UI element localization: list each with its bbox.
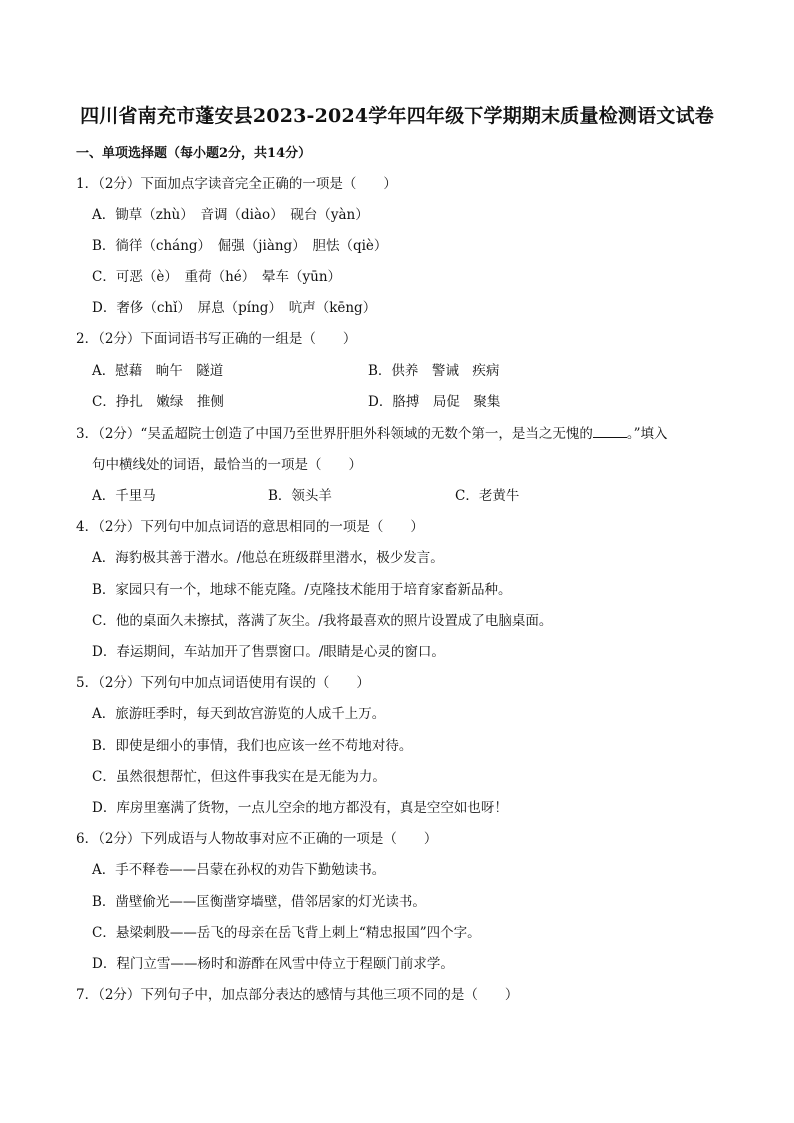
question-2-option-c: C．挣扎 嫩绿 推侧	[92, 394, 224, 410]
question-6-option-c: C．悬梁刺股——岳飞的母亲在岳飞背上刺上“精忠报国”四个字。	[92, 925, 481, 941]
question-4-option-b: B．家园只有一个，地球不能克隆。/克隆技术能用于培育家畜新品种。	[92, 582, 512, 598]
exam-title: 四川省南充市蓬安县2023-2024学年四年级下学期期末质量检测语文试卷	[80, 105, 714, 127]
question-2-option-b: B．供养 警诫 疾病	[368, 363, 500, 379]
question-4-stem: 4．（2分）下列句中加点词语的意思相同的一项是（ ）	[76, 519, 424, 535]
question-5-option-d: D．库房里塞满了货物，一点儿空余的地方都没有，真是空空如也呀！	[92, 800, 508, 816]
question-4-option-d: D．春运期间，车站加开了售票窗口。/眼睛是心灵的窗口。	[92, 644, 445, 660]
question-5-option-c: C．虽然很想帮忙，但这件事我实在是无能为力。	[92, 769, 386, 785]
question-1-option-c: C．可恶（è） 重荷（hé） 晕车（yūn）	[92, 269, 342, 285]
question-6-option-d: D．程门立雪——杨时和游酢在风雪中侍立于程颐门前求学。	[92, 956, 454, 972]
question-1-stem: 1．（2分）下面加点字读音完全正确的一项是（ ）	[76, 176, 397, 192]
question-5-stem: 5．（2分）下列句中加点词语使用有误的（ ）	[76, 675, 370, 691]
fill-blank	[593, 425, 627, 438]
question-1-option-d: D．奢侈（chǐ） 屏息（píng） 吭声（kēng）	[92, 300, 377, 316]
question-4-option-a: A．海豹极其善于潜水。/他总在班级群里潜水，极少发言。	[92, 550, 444, 566]
question-5-option-b: B．即使是细小的事情，我们也应该一丝不苟地对待。	[92, 738, 413, 754]
question-5-option-a: A．旅游旺季时，每天到故宫游览的人成千上万。	[92, 706, 386, 722]
question-6-stem: 6．（2分）下列成语与人物故事对应不正确的一项是（ ）	[76, 831, 438, 847]
question-3-stem	[76, 425, 668, 443]
question-2-option-a: A．慰藉 晌午 隧道	[92, 363, 224, 379]
question-6-option-b: B．凿壁偷光——匡衡凿穿墙壁，借邻居家的灯光读书。	[92, 894, 426, 910]
question-4-option-c: C．他的桌面久未擦拭，落满了灰尘。/我将最喜欢的照片设置成了电脑桌面。	[92, 613, 553, 629]
question-3-option-b: B．领头羊	[268, 488, 332, 504]
question-3-stem-part2: 。”填入	[626, 426, 668, 442]
question-2-option-d: D．胳搏 局促 聚集	[368, 394, 501, 410]
question-3-stem-part1: 3．（2分）“吴孟超院士创造了中国乃至世界肝胆外科领域的无数个第一，是当之无愧的	[76, 426, 593, 442]
question-2-stem: 2．（2分）下面词语书写正确的一组是（ ）	[76, 331, 357, 347]
question-3-option-a: A．千里马	[92, 488, 156, 504]
section-heading-1: 一、单项选择题（每小题2分，共14分）	[76, 146, 312, 161]
question-1-option-a: A．锄草（zhù） 音调（diào） 砚台（yàn）	[92, 207, 369, 223]
question-3-option-c: C．老黄牛	[455, 488, 520, 504]
question-1-option-b: B．徜徉（cháng） 倔强（jiàng） 胆怯（qiè）	[92, 238, 388, 254]
question-7-stem: 7．（2分）下列句子中，加点部分表达的感情与其他三项不同的是（ ）	[76, 987, 519, 1003]
question-3-stem-line2: 句中横线处的词语，最恰当的一项是（ ）	[92, 457, 362, 473]
question-6-option-a: A．手不释卷——吕蒙在孙权的劝告下勤勉读书。	[92, 862, 386, 878]
